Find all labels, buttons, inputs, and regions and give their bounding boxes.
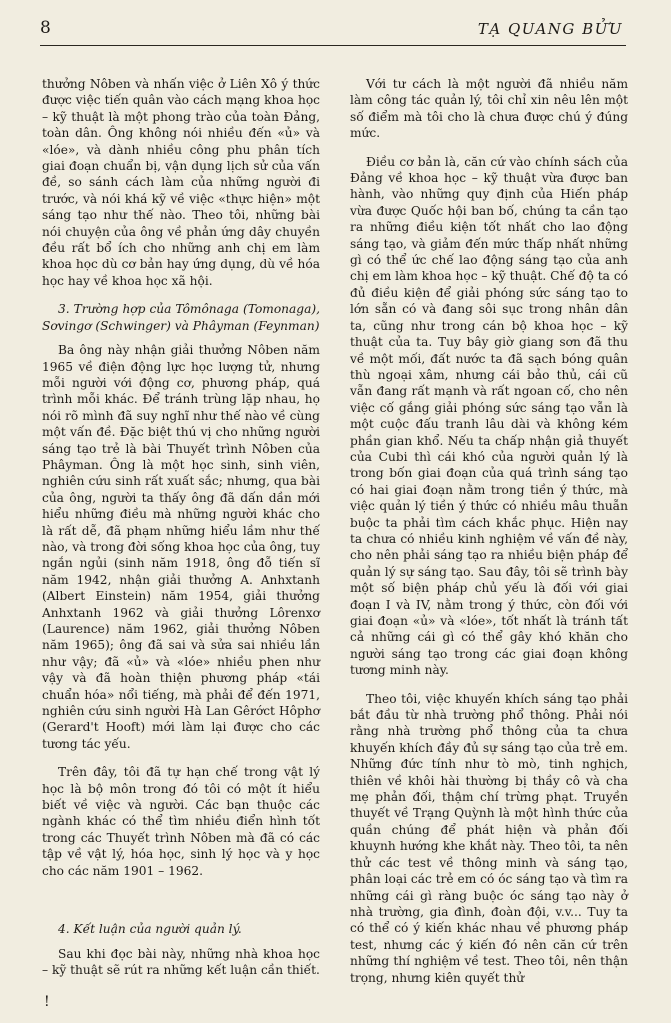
left-paragraph-1: thưởng Nôben và nhấn việc ở Liên Xô ý thức được việc tiến quân vào cách mạng khoa học – kỹ thuật là một phong trào của toàn Đảng, toàn dân. Ông không nói nhiều đến «ủ» và «lóe», và dành nhiều công phu phân tích giai đoạn chuẩn bị, vận dụng lịch sử của vấn đề, so sánh cách làm của những người đi trước, và nói khá kỹ về việc «thực hiện» một sáng tạo như thế nào. Theo tôi, những bài nói chuyện của ông về phản ứng dây chuyền đều rất bổ ích cho những anh chị em làm khoa học dù cơ bản hay ứng dụng, dù về hóa học hay về khoa học xã hội.	[42, 77, 320, 288]
running-head: TẠ QUANG BỬU	[477, 20, 623, 38]
footer-mark: !	[44, 994, 50, 1010]
header-rule	[40, 45, 626, 46]
page-number: 8	[40, 18, 51, 38]
right-paragraph-1: Với tư cách là một người đã nhiều năm làm công tác quản lý, tôi chỉ xin nêu lên một số điểm mà tôi cho là chưa được chú ý đúng mức.	[350, 77, 628, 141]
right-column	[350, 76, 628, 998]
section-spacer	[42, 891, 320, 915]
section-4-heading: 4. Kết luận của người quản lý.	[58, 922, 242, 937]
section-3-heading: 3. Trường hợp của Tômônaga (Tomonaga), Sơvingơ (Schwinger) và Phâyman (Feynman)	[42, 302, 320, 333]
right-paragraph-2: Điều cơ bản là, căn cứ vào chính sách của Đảng về khoa học – kỹ thuật vừa được ban hành, vào những quy định của Hiến pháp vừa được Quốc hội ban bố, chúng ta cần tạo ra những điều kiện tốt nhất cho lao động sáng tạo, và giảm đến mức thấp nhất những gì có thể ức chế lao động sáng tạo của anh chị em làm khoa học – kỹ thuật. Chế độ ta có đủ điều kiện để giải phóng sức sáng tạo to lớn sẵn có và đang sôi sục trong nhân dân ta, cũng như trong cán bộ khoa học – kỹ thuật của ta. Tuy bây giờ giang sơn đã thu về một mối, đất nước ta đã sạch bóng quân thù ngoại xâm, nhưng cái bảo thủ, cái cũ vẫn đang rất mạnh và rất ngoan cố, cho nên việc cố gắng giải phóng sức sáng tạo vẫn là một cuộc đấu tranh lâu dài và không kém phần gian khổ. Nếu ta chấp nhận giả thuyết của Cubi thì cái khó của người quản lý là trong bốn giai đoạn của quá trình sáng tạo có hai giai đoạn nằm trong tiền ý thức, mà việc quản lý tiền ý thức có nhiều mâu thuẫn buộc ta phải tìm cách khắc phục. Hiện nay ta chưa có nhiều kinh nghiệm về vấn đề này, cho nên phải sáng tạo ra nhiều biện pháp để quản lý sự sáng tạo. Sau đây, tôi sẽ trình bày một số biện pháp chủ yếu là đối với giai đoạn I và IV, nằm trong ý thức, còn đối với giai đoạn «ủ» và «lóe», tốt nhất là tránh tất cả những cái gì có thể gây khó khăn cho người sáng tạo trong các giai đoạn không tương minh này.	[350, 154, 628, 678]
left-column	[42, 76, 320, 990]
left-paragraph-3: Trên đây, tôi đã tự hạn chế trong vật lý học là bộ môn trong đó tôi có một ít hiểu biết về việc và người. Các bạn thuộc các ngành khác có thể tìm nhiều điển hình tốt trong các Thuyết trình Nôben mà đã có các tập về vật lý, hóa học, sinh lý học và y học cho các năm 1901 – 1962.	[42, 765, 320, 878]
left-paragraph-2: Ba ông này nhận giải thưởng Nôben năm 1965 về điện động lực học lượng tử, nhưng mỗi người với động cơ, phương pháp, quá trình mỗi khác. Để tránh trùng lặp nhau, họ nói rõ mình đã suy nghĩ như thế nào về cùng một vấn đề. Đặc biệt thú vị cho những người sáng tạo trẻ là bài Thuyết trình Nôben của Phâyman. Ông là một học sinh, sinh viên, nghiên cứu sinh rất xuất sắc; nhưng, qua bài của ông, người ta thấy ông đã dấn dần mới hiểu những điều mà những người khác cho là rất dễ, đã phạm những hiểu lầm như thế nào, và trong đời sống khoa học của ông, tuy ngắn ngủi (sinh năm 1918, ông đỗ tiến sĩ năm 1942, nhận giải thưởng A. Anhxtanh (Albert Einstein) năm 1954, giải thưởng Anhxtanh 1962 và giải thưởng Lôrenxơ (Laurence) năm 1962, giải thưởng Nôben năm 1965); ông đã sai và sửa sai nhiều lần như vậy; đã «ủ» và «lóe» nhiều phen như vậy và đã hoàn thiện phương pháp «tái chuẩn hóa» nổi tiếng, mà phải để đến 1971, nghiên cứu sinh người Hà Lan Gêrớct Hôphơ (Gerard't Hooft) mới làm lại được cho các tương tác yếu.	[42, 343, 320, 751]
left-paragraph-4: Sau khi đọc bài này, những nhà khoa học – kỹ thuật sẽ rút ra những kết luận cần thiết.	[42, 946, 320, 977]
right-paragraph-3: Theo tôi, việc khuyến khích sáng tạo phải bắt đầu từ nhà trường phổ thông. Phải nói rằng nhà trường phổ thông của ta chưa khuyến khích đầy đủ sự sáng tạo của trẻ em. Những đức tính như tò mò, tinh nghịch, thiên về khôi hài thường bị thầy cô và cha mẹ phản đối, thậm chí trừng phạt. Truyền thuyết về Trạng Quỳnh là một hình thức của quần chúng để phát hiện và phản đối khuynh hướng khe khắt này. Theo tôi, ta nên thử các test về thông minh và sáng tạo, phân loại các trẻ em có óc sáng tạo và tìm ra những cái gì ràng buộc óc sáng tạo này ở nhà trường, gia đình, đoàn đội, v.v... Tuy ta có thể có ý kiến khác nhau về phương pháp test, nhưng các ý kiến đó nên căn cứ trên những thí nghiệm về test. Theo tôi, nên thận trọng, nhưng kiên quyết thử	[350, 691, 628, 985]
